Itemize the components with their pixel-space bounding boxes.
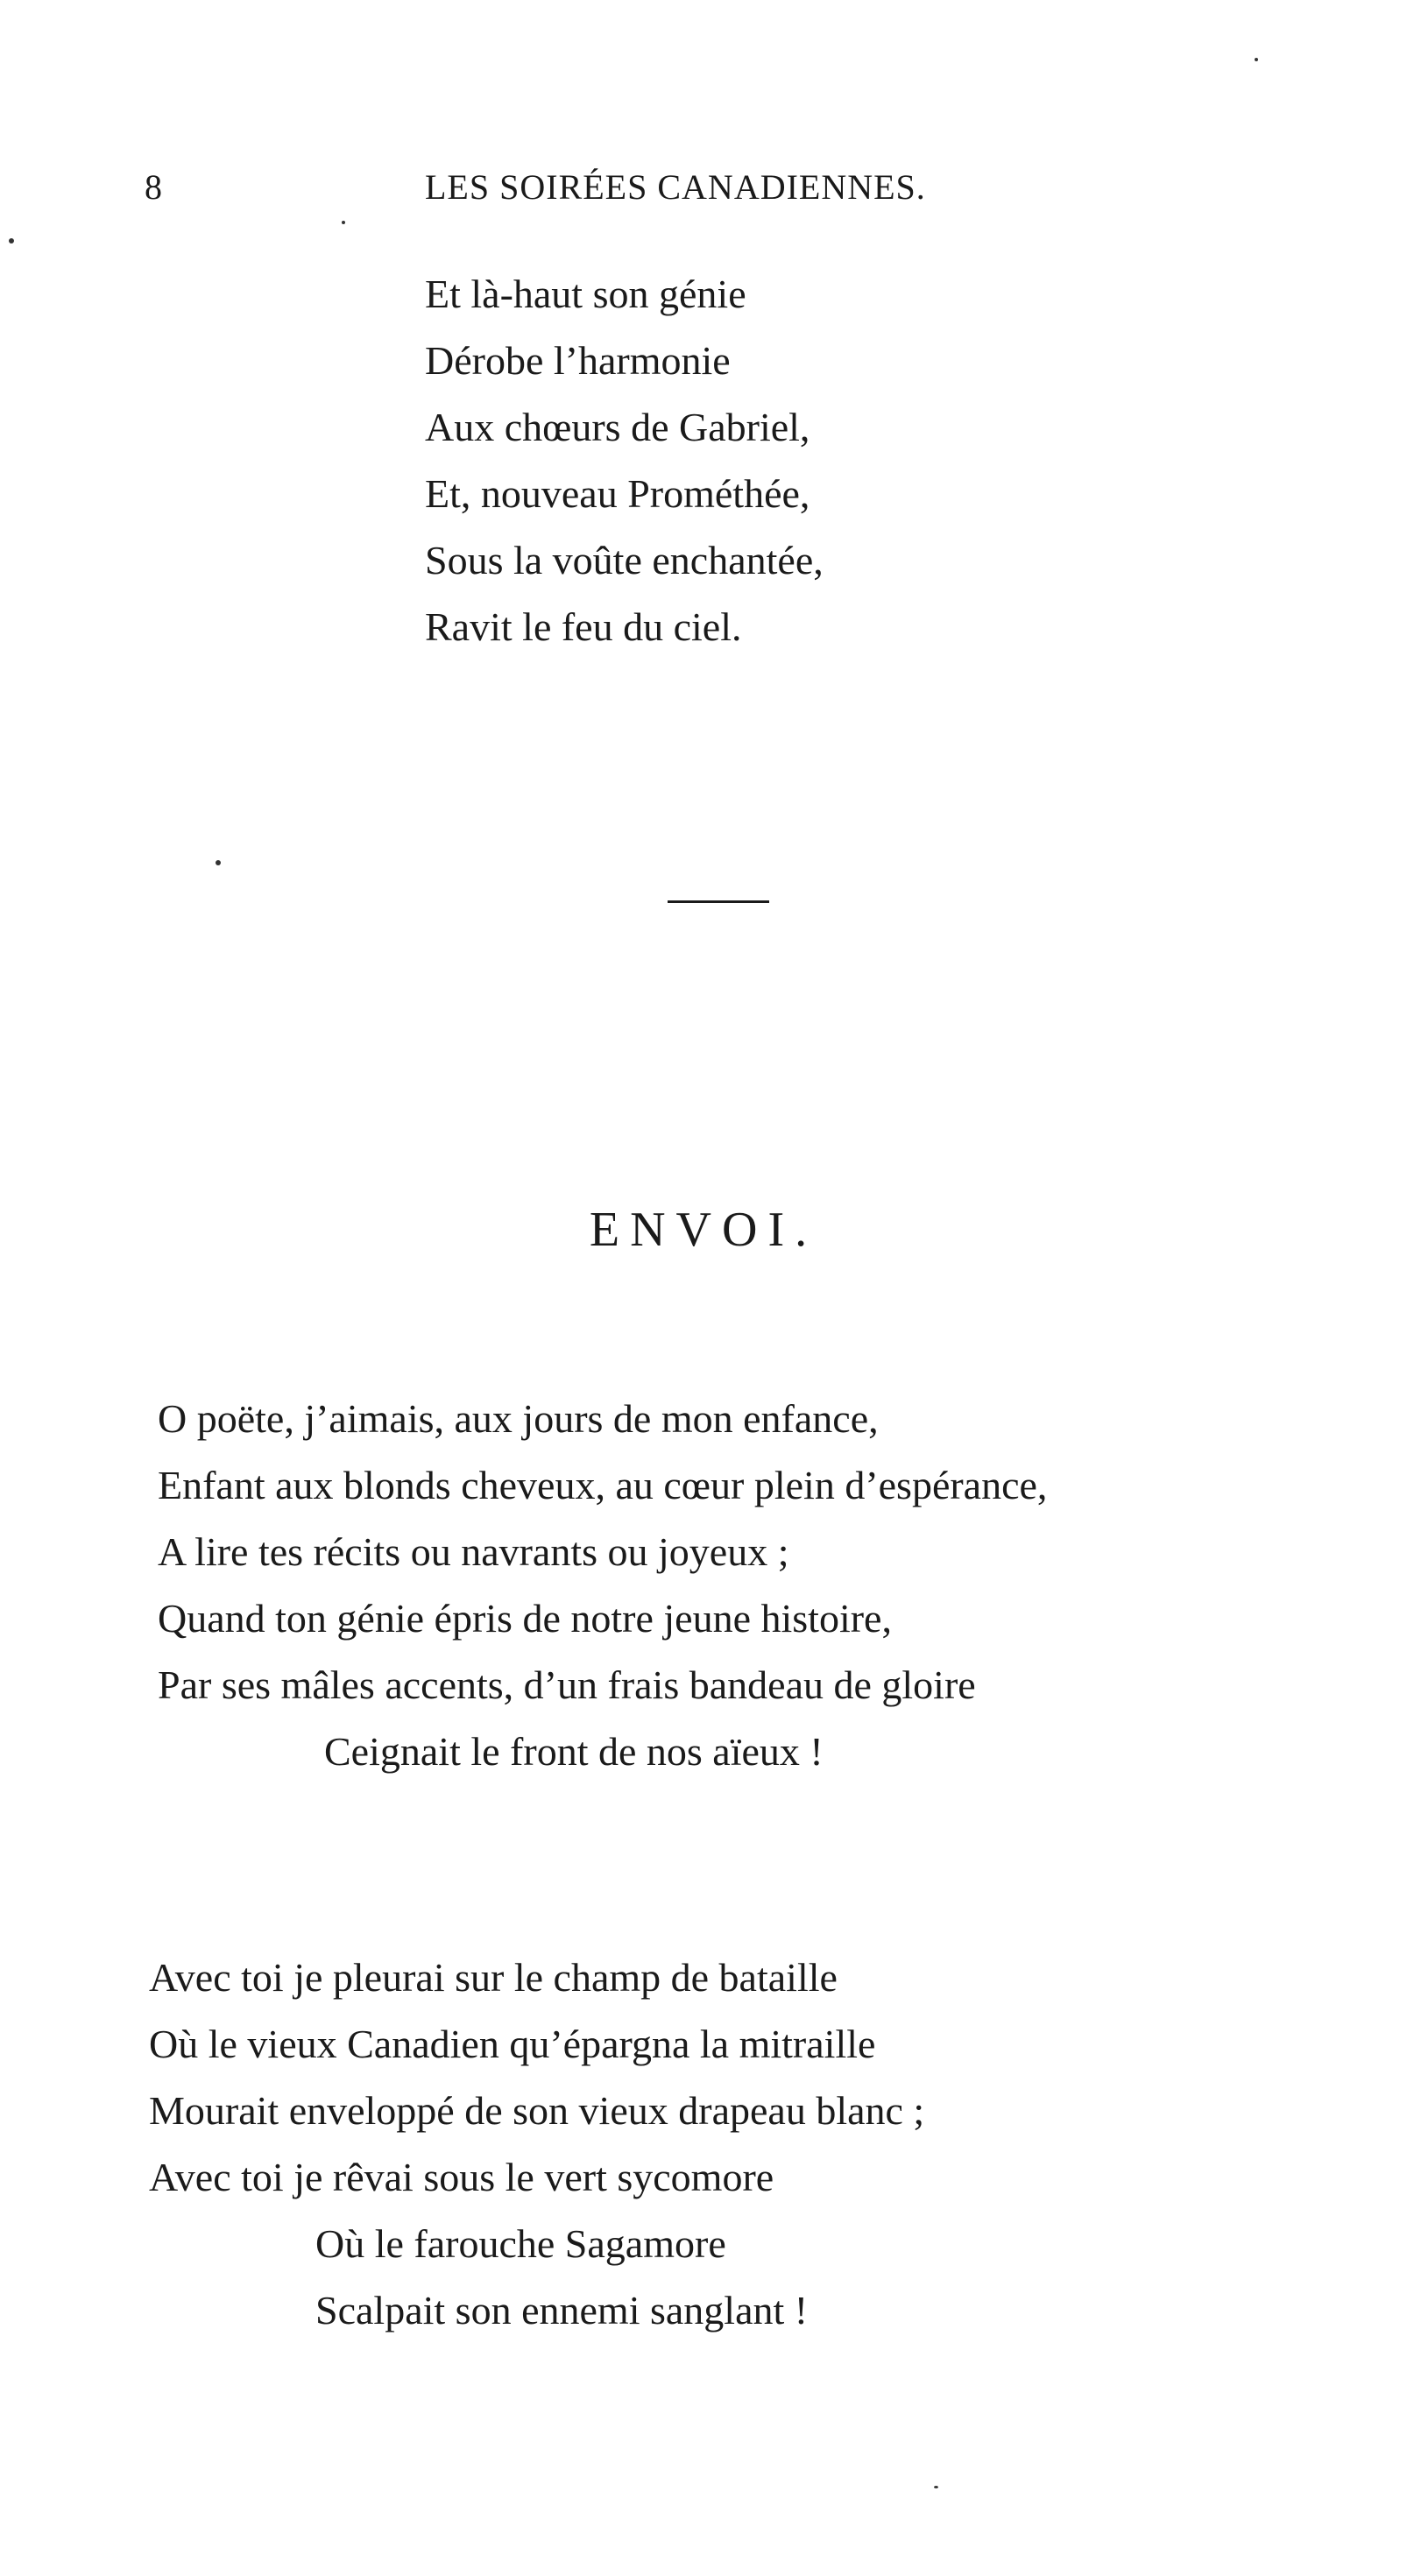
stanza-1 xyxy=(158,1386,1047,1785)
scan-speck xyxy=(1255,58,1258,61)
verse-line: Sous la voûte enchantée, xyxy=(425,538,824,582)
page-number: 8 xyxy=(145,167,163,207)
verse-line: Ravit le feu du ciel. xyxy=(425,604,742,649)
verse-line: Avec toi je rêvai sous le vert sycomore xyxy=(149,2155,774,2199)
verse-line-indented: Où le farouche Sagamore xyxy=(315,2221,726,2266)
scan-speck xyxy=(9,238,14,243)
scan-speck xyxy=(934,2486,938,2488)
verse-line: Aux chœurs de Gabriel, xyxy=(425,405,810,449)
section-divider xyxy=(668,900,769,903)
verse-line: A lire tes récits ou navrants ou joyeux ; xyxy=(158,1529,789,1574)
stanza-2 xyxy=(149,1944,924,2344)
stanza-top xyxy=(425,261,824,660)
verse-line: Mourait enveloppé de son vieux drapeau blanc ; xyxy=(149,2088,925,2133)
scan-speck xyxy=(342,221,345,224)
section-title: ENVOI. xyxy=(589,1203,818,1257)
verse-line: O poëte, j’aimais, aux jours de mon enfance, xyxy=(158,1396,879,1441)
verse-line: Dérobe l’harmonie xyxy=(425,338,731,383)
verse-line: Et, nouveau Prométhée, xyxy=(425,471,810,516)
verse-line-indented: Ceignait le front de nos aïeux ! xyxy=(324,1729,824,1774)
page-header xyxy=(145,166,1073,219)
verse-line-indented: Scalpait son ennemi sanglant ! xyxy=(315,2288,809,2333)
verse-line: Quand ton génie épris de notre jeune histoire, xyxy=(158,1596,892,1641)
scan-speck xyxy=(216,860,221,865)
verse-line: Où le vieux Canadien qu’épargna la mitraille xyxy=(149,2022,876,2066)
running-head: LES SOIRÉES CANADIENNES. xyxy=(425,167,926,207)
verse-line: Et là-haut son génie xyxy=(425,272,746,316)
verse-line: Avec toi je pleurai sur le champ de bataille xyxy=(149,1955,838,2000)
verse-line: Par ses mâles accents, d’un frais bandeau de gloire xyxy=(158,1662,976,1707)
verse-line: Enfant aux blonds cheveux, au cœur plein d’espérance, xyxy=(158,1463,1048,1507)
